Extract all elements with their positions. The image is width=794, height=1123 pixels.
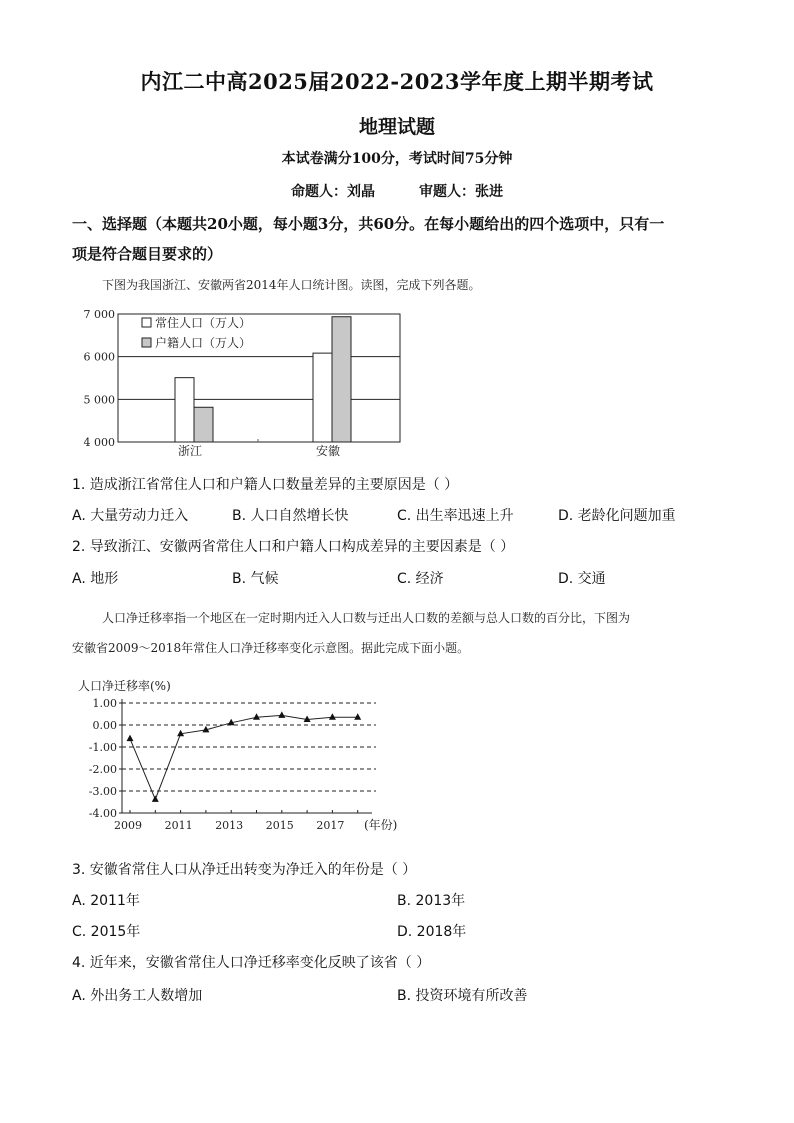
data-point-2017 xyxy=(329,713,336,720)
bar-resident-0 xyxy=(175,378,194,442)
q4-option-a: A. 外出务工人数增加 xyxy=(72,988,203,1004)
exam-info: 本试卷满分100分，考试时间75分钟 xyxy=(281,151,513,167)
x-tick-label: 2015 xyxy=(265,819,294,832)
y-tick-label: -2.00 xyxy=(88,763,117,776)
legend-swatch-0 xyxy=(142,318,151,327)
section-heading-line1: 一、选择题（本题共20小题，每小题3分，共60分。在每小题给出的四个选项中，只有一 xyxy=(72,215,665,233)
y-tick-label: 1.00 xyxy=(92,697,117,710)
migration-rate-line-chart xyxy=(70,672,410,842)
data-point-2010 xyxy=(152,795,159,802)
data-point-2014 xyxy=(253,713,260,720)
data-point-2018 xyxy=(354,713,361,720)
reviewer: 审题人：张进 xyxy=(419,184,503,200)
subject-title: 地理试题 xyxy=(358,116,435,138)
q1-option-c: C. 出生率迅速上升 xyxy=(397,508,514,524)
q3-option-d: D. 2018年 xyxy=(397,924,467,940)
question-4-stem: 4. 近年来，安徽省常住人口净迁移率变化反映了该省（ ） xyxy=(72,955,431,971)
y-tick-label: 0.00 xyxy=(92,719,117,732)
y-tick-label: -4.00 xyxy=(88,807,117,820)
y-tick-label: 6 000 xyxy=(83,350,115,364)
passage-2-line1: 人口净迁移率指一个地区在一定时期内迁入人口数与迁出人口数的差额与总人口数的百分比，下图为 xyxy=(102,611,631,625)
legend-label-1: 户籍人口（万人） xyxy=(155,336,252,350)
passage-2-line2: 安徽省2009～2018年常住人口净迁移率变化示意图。据此完成下面小题。 xyxy=(72,641,470,655)
bar-resident-1 xyxy=(313,353,332,442)
q2-option-a: A. 地形 xyxy=(72,571,119,587)
question-2-stem: 2. 导致浙江、安徽两省常住人口和户籍人口构成差异的主要因素是（ ） xyxy=(72,539,515,555)
q4-option-b: B. 投资环境有所改善 xyxy=(397,988,528,1004)
passage-1: 下图为我国浙江、安徽两省2014年人口统计图。读图，完成下列各题。 xyxy=(102,278,481,292)
q1-option-b: B. 人口自然增长快 xyxy=(232,508,349,524)
x-category-label: 安徽 xyxy=(315,444,341,458)
x-tick-label: 2017 xyxy=(316,819,345,832)
plot-frame xyxy=(118,314,400,442)
q2-option-c: C. 经济 xyxy=(397,571,444,587)
q3-option-b: B. 2013年 xyxy=(397,893,466,909)
q2-option-b: B. 气候 xyxy=(232,571,279,587)
y-tick-label: -3.00 xyxy=(88,785,117,798)
setter: 命题人：刘晶 xyxy=(291,184,375,200)
y-axis-title: 人口净迁移率(%) xyxy=(78,679,171,693)
legend-label-0: 常住人口（万人） xyxy=(155,316,252,330)
x-axis-title: (年份) xyxy=(364,818,398,832)
section-heading-line2: 项是符合题目要求的） xyxy=(72,245,223,263)
population-bar-chart xyxy=(70,300,410,465)
x-tick-label: 2009 xyxy=(114,819,142,832)
x-tick-label: 2011 xyxy=(164,819,193,832)
question-1-stem: 1. 造成浙江省常住人口和户籍人口数量差异的主要原因是（ ） xyxy=(72,477,459,493)
y-tick-label: 4 000 xyxy=(83,436,115,449)
bar-registered-1 xyxy=(332,317,351,442)
x-tick-label: 2013 xyxy=(215,819,244,832)
y-tick-label: 5 000 xyxy=(83,393,115,407)
q1-option-d: D. 老龄化问题加重 xyxy=(558,508,676,524)
legend-swatch-1 xyxy=(142,338,151,347)
q2-option-d: D. 交通 xyxy=(558,571,606,587)
data-point-2009 xyxy=(127,735,134,742)
data-point-2015 xyxy=(278,711,285,718)
bar-registered-0 xyxy=(194,407,213,442)
y-tick-label: -1.00 xyxy=(88,741,117,754)
question-3-stem: 3. 安徽省常住人口从净迁出转变为净迁入的年份是（ ） xyxy=(72,862,417,878)
series-line xyxy=(130,715,358,799)
x-category-label: 浙江 xyxy=(177,444,203,458)
exam-staff xyxy=(0,181,794,201)
q3-option-a: A. 2011年 xyxy=(72,893,140,909)
q3-option-c: C. 2015年 xyxy=(72,924,141,940)
y-tick-label: 7 000 xyxy=(83,308,115,321)
q1-option-a: A. 大量劳动力迁入 xyxy=(72,508,189,524)
exam-title: 内江二中高2025届2022-2023学年度上期半期考试 xyxy=(140,69,654,94)
